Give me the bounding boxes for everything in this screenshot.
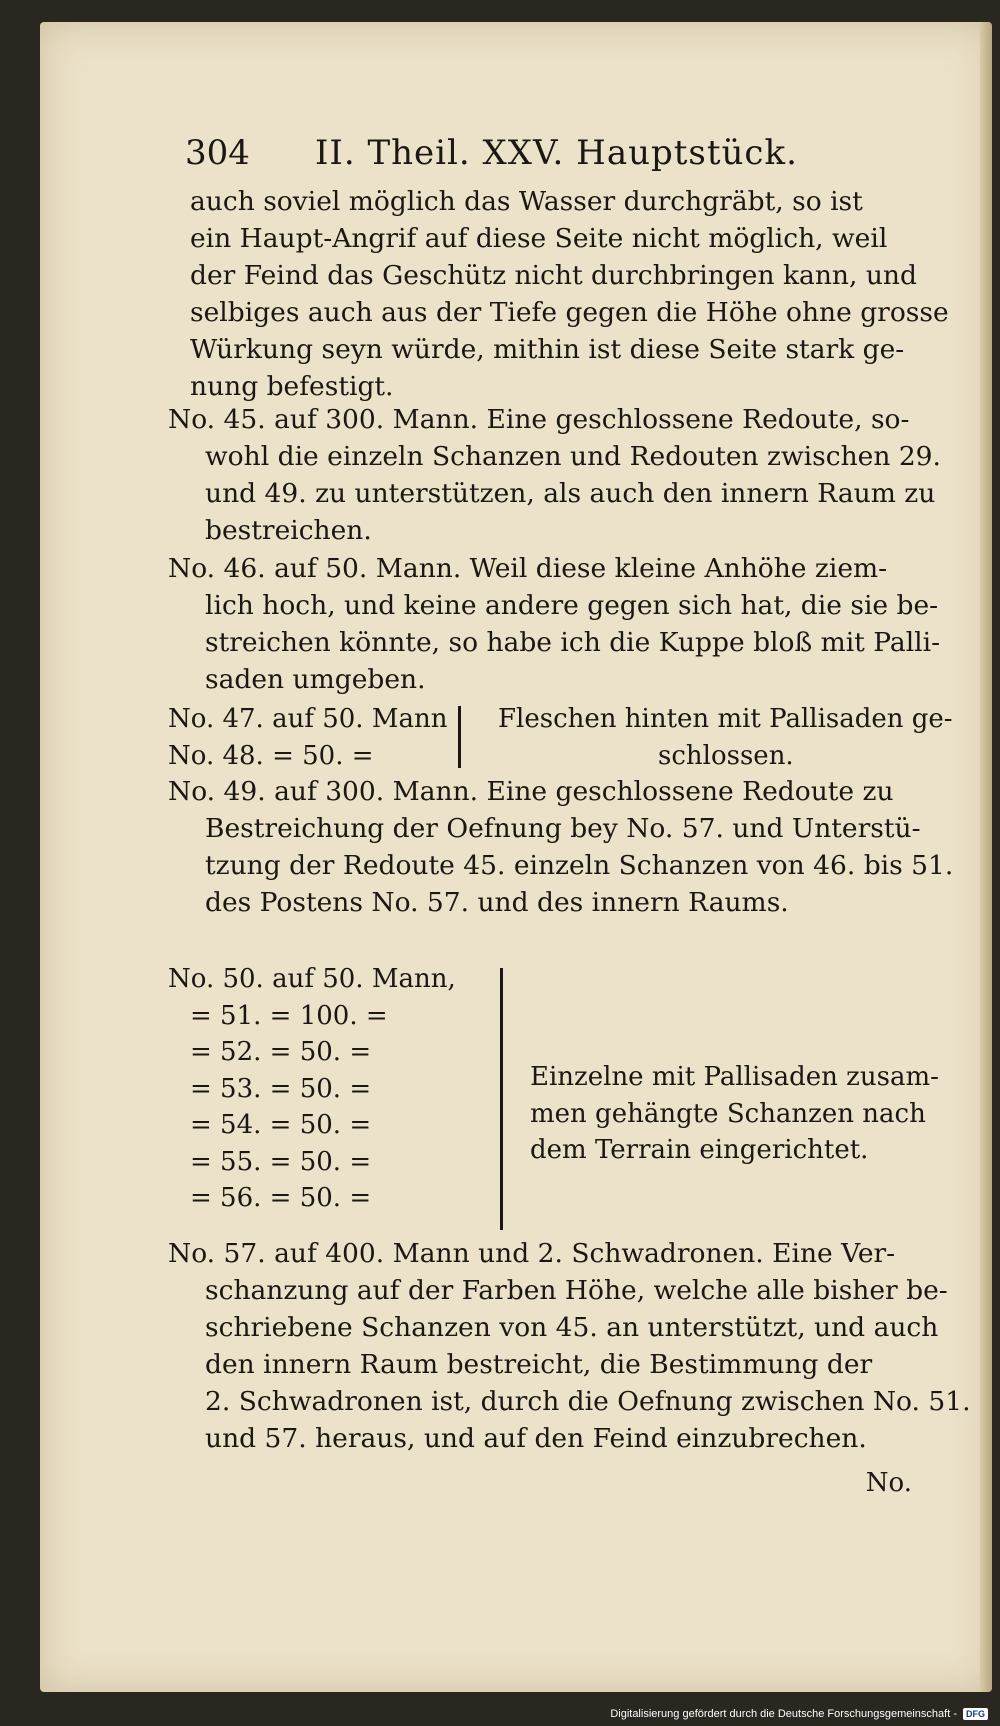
- entry-46: [168, 550, 941, 698]
- text-line: wohl die einzeln Schanzen und Redouten zwischen 29.: [205, 441, 941, 472]
- intro-paragraph: [190, 183, 949, 405]
- text-line: saden umgeben.: [205, 664, 426, 695]
- note-line: Einzelne mit Pallisaden zusam-: [530, 1062, 939, 1092]
- entry-50-56-note: [530, 1060, 939, 1170]
- note-line: dem Terrain eingerichtet.: [530, 1135, 869, 1165]
- dfg-logo: DFG: [963, 1708, 988, 1720]
- text-line: streichen könnte, so habe ich die Kuppe bloß mit Palli-: [205, 627, 941, 658]
- page-header: [185, 133, 945, 183]
- text-line: auch soviel möglich das Wasser durchgräbt, so ist: [190, 186, 863, 217]
- brace: [500, 968, 503, 1230]
- entry-47-line: No. 47. auf 50. Mann: [168, 704, 448, 734]
- text-line: der Feind das Geschütz nicht durchbringen kann, und: [190, 260, 917, 291]
- page-edge: [980, 22, 992, 1692]
- note-line: Fleschen hinten mit Pallisaden ge-: [498, 704, 953, 734]
- entry-47-48: [168, 702, 447, 775]
- digitization-footer: [610, 1708, 988, 1720]
- text-line: tzung der Redoute 45. einzeln Schanzen von 46. bis 51.: [205, 850, 954, 881]
- text-line: schriebene Schanzen von 45. an unterstützt, und auch: [205, 1312, 939, 1343]
- text-line: No. 57. auf 400. Mann und 2. Schwadronen. Eine Ver-: [168, 1238, 896, 1269]
- text-line: nung befestigt.: [190, 371, 394, 402]
- list-item: No. 50. auf 50. Mann,: [168, 964, 456, 994]
- text-line: 2. Schwadronen ist, durch die Oefnung zwischen No. 51.: [205, 1386, 971, 1417]
- text-line: den innern Raum bestreicht, die Bestimmung der: [205, 1349, 873, 1380]
- text-line: Würkung seyn würde, mithin ist diese Seite stark ge-: [190, 334, 905, 365]
- entry-45: [168, 401, 941, 549]
- text-line: lich hoch, und keine andere gegen sich hat, die sie be-: [205, 590, 939, 621]
- footer-text: Digitalisierung gefördert durch die Deutsche Forschungsgemeinschaft -: [610, 1708, 957, 1720]
- list-item: = 53. = 50. =: [190, 1073, 372, 1104]
- list-item: = 54. = 50. =: [190, 1110, 372, 1140]
- list-item: = 52. = 50. =: [190, 1037, 372, 1067]
- text-line: bestreichen.: [205, 515, 372, 546]
- catchword: No.: [865, 1468, 912, 1498]
- text-line: ein Haupt-Angrif auf diese Seite nicht möglich, weil: [190, 223, 888, 254]
- entry-47-48-note: [498, 702, 953, 775]
- text-line: schanzung auf der Farben Höhe, welche alle bisher be-: [205, 1275, 948, 1306]
- text-line: des Postens No. 57. und des innern Raums.: [205, 887, 789, 918]
- entry-49: [168, 773, 954, 921]
- entry-48-line: No. 48. = 50. =: [168, 740, 374, 771]
- page-number: 304: [185, 133, 250, 173]
- text-line: No. 46. auf 50. Mann. Weil diese kleine Anhöhe ziem-: [168, 553, 888, 584]
- note-line: schlossen.: [658, 740, 794, 771]
- text-line: und 57. heraus, und auf den Feind einzubrechen.: [205, 1423, 867, 1454]
- text-line: selbiges auch aus der Tiefe gegen die Höhe ohne grosse: [190, 297, 949, 328]
- list-item: = 55. = 50. =: [190, 1146, 372, 1177]
- text-line: No. 49. auf 300. Mann. Eine geschlossene Redoute zu: [168, 776, 894, 807]
- running-head: II. Theil. XXV. Hauptstück.: [315, 133, 798, 173]
- list-item: = 56. = 50. =: [190, 1183, 372, 1213]
- text-line: und 49. zu unterstützen, als auch den innern Raum zu: [205, 478, 936, 509]
- entry-57: [168, 1235, 971, 1457]
- list-item: = 51. = 100. =: [190, 1000, 388, 1031]
- text-line: No. 45. auf 300. Mann. Eine geschlossene Redoute, so-: [168, 404, 910, 435]
- note-line: men gehängte Schanzen nach: [530, 1098, 926, 1129]
- entry-50-56-list: [168, 962, 456, 1218]
- brace: [458, 706, 461, 768]
- text-line: Bestreichung der Oefnung bey No. 57. und Unterstü-: [205, 813, 921, 844]
